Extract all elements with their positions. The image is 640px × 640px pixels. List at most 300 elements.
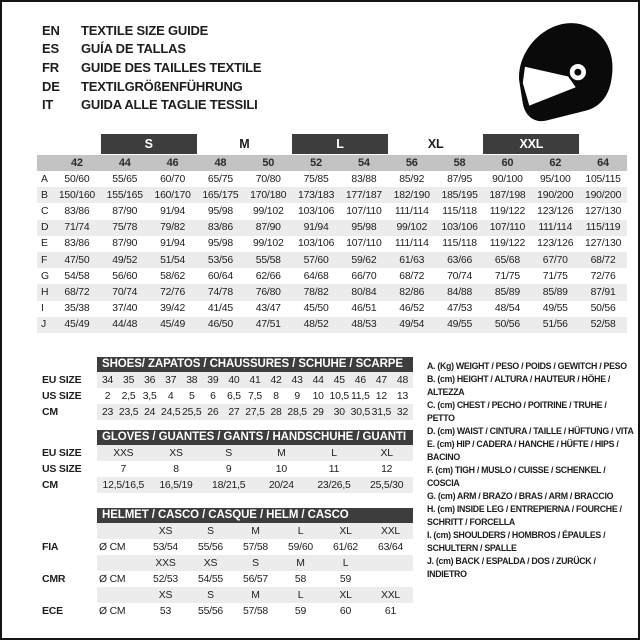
language-row (42, 95, 261, 114)
small-table-row (42, 445, 413, 461)
size-value-cell: 91/94 (160, 205, 186, 217)
row-letter: D (41, 222, 49, 234)
legend-item: H. (cm) INSIDE LEG / ENTREPIERNA / FOURCHE / SCHRITT / FORCELLA (427, 504, 622, 527)
value-cell: 30,5 (350, 406, 371, 418)
value-cell: 41 (249, 374, 261, 386)
size-value-cell: 55/58 (255, 254, 281, 266)
helmet-value-cell: 60 (339, 605, 352, 617)
size-value-cell: 47/53 (447, 303, 473, 315)
value-cell: 4 (167, 390, 174, 402)
size-row-g (37, 268, 627, 284)
helmet-table-rows (42, 523, 413, 619)
size-group-s: S (101, 134, 197, 154)
size-value-cell: 99/102 (252, 238, 284, 250)
language-row (42, 58, 261, 77)
helmet-size-row (42, 523, 413, 539)
value-cell: 24 (144, 406, 156, 418)
gloves-table-rows (42, 445, 413, 493)
value-cell: 25,5 (182, 406, 202, 418)
row-label-spacer (42, 587, 97, 603)
size-value-cell: 46/51 (351, 303, 377, 315)
size-value-cell: 95/100 (539, 173, 571, 185)
helmet-value-cell: 54/55 (197, 573, 223, 585)
size-value-cell: 99/102 (252, 205, 284, 217)
language-label: GUIDE DES TAILLES TEXTILE (81, 59, 262, 75)
value-cell: 20/24 (268, 479, 294, 491)
language-code: EN (42, 22, 60, 38)
size-value-cell: 49/52 (112, 254, 138, 266)
helmet-size-cell: S (207, 525, 214, 537)
value-cell: 11 (328, 463, 340, 475)
size-value-cell: 107/110 (346, 238, 382, 250)
helmet-table-header: HELMET / CASCO / CASQUE / HELM / CASCO (97, 508, 413, 523)
size-value-cell: 76/80 (255, 286, 281, 298)
value-cell: 26 (207, 406, 219, 418)
size-value-cell: 119/122 (489, 205, 526, 217)
size-row-c (37, 203, 627, 219)
standard-label: CMR (42, 573, 66, 585)
helmet-size-cell: XXL (380, 589, 401, 601)
size-value-cell: 65/68 (494, 254, 520, 266)
size-value-cell: 80/84 (351, 286, 377, 298)
size-value-cell: 190/200 (537, 189, 574, 201)
row-label: US SIZE (42, 463, 82, 475)
value-cell: 31,5 (371, 406, 392, 418)
size-value-cell: 53/56 (207, 254, 233, 266)
small-table-row (42, 388, 413, 404)
value-cell: 24,5 (161, 406, 181, 418)
value-cell: 23,5 (118, 406, 139, 418)
size-value-cell: 62/66 (255, 270, 281, 282)
size-value-cell: 95/98 (207, 238, 233, 250)
value-cell: 48 (396, 374, 409, 386)
size-header-row (37, 155, 627, 171)
size-group-m: M (239, 137, 250, 151)
value-cell: 34 (101, 374, 114, 386)
size-value-cell: 91/94 (160, 238, 186, 250)
legend-item: I. (cm) SHOULDERS / HOMBROS / ÉPAULES / SCHULTERN / SPALLE (427, 530, 606, 553)
row-letter: F (41, 254, 48, 266)
size-header-cell: 42 (70, 157, 83, 169)
helmet-values (97, 539, 413, 555)
value-cell: 6 (210, 390, 216, 402)
size-value-cell: 177/187 (345, 189, 382, 201)
size-value-cell: 72/76 (160, 286, 186, 298)
row-letter: B (41, 189, 48, 201)
value-cell: 37 (165, 374, 177, 386)
value-cell: 3,5 (142, 390, 157, 402)
size-value-cell: 43/47 (255, 303, 281, 315)
row-letter: E (41, 238, 48, 250)
size-value-cell: 44/48 (112, 319, 138, 331)
value-cell: 39 (207, 374, 219, 386)
value-cell: 9 (225, 463, 232, 475)
value-cell: 27 (228, 406, 240, 418)
size-value-cell: 75/85 (303, 173, 329, 185)
value-cell: 40 (228, 374, 240, 386)
size-value-cell: 95/98 (207, 205, 233, 217)
row-values (97, 477, 413, 493)
size-value-cell: 35/38 (64, 303, 90, 315)
size-header-cell: 48 (214, 157, 227, 169)
value-cell: 7,5 (248, 390, 262, 402)
size-value-cell: 105/115 (585, 173, 621, 185)
value-cell: 10,5 (329, 390, 349, 402)
size-header-cell: 64 (597, 157, 609, 169)
helmet-size-cell: L (297, 525, 304, 537)
value-cell: XL (380, 447, 393, 459)
standard-label: FIA (42, 541, 59, 553)
size-value-cell: 111/114 (394, 238, 429, 250)
legend-item: A. (Kg) WEIGHT / PESO / POIDS / GEWITCH / PESO (427, 361, 627, 371)
language-row (42, 40, 261, 59)
value-cell: S (225, 447, 233, 459)
size-value-cell: 45/50 (303, 303, 329, 315)
size-row-b (37, 187, 627, 203)
size-value-cell: 47/50 (64, 254, 90, 266)
value-cell: 43 (291, 374, 303, 386)
size-row-e (37, 236, 627, 252)
size-value-cell: 39/42 (160, 303, 186, 315)
legend-item: D. (cm) WAIST / CINTURA / TAILLE / HÜFTUNG / VITA (427, 426, 634, 436)
size-value-cell: 52/58 (590, 319, 616, 331)
size-value-cell: 123/126 (537, 205, 574, 217)
size-value-cell: 50/60 (64, 173, 90, 185)
size-value-cell: 85/89 (542, 286, 568, 298)
size-value-cell: 127/130 (584, 205, 622, 217)
size-value-cell: 83/88 (351, 173, 377, 185)
size-value-cell: 37/40 (112, 303, 138, 315)
helmet-value-cell: 52/53 (152, 573, 178, 585)
row-values (97, 404, 413, 420)
size-value-cell: 51/56 (542, 319, 568, 331)
value-cell: 32 (396, 406, 409, 418)
small-table-row (42, 461, 413, 477)
size-value-cell: 185/195 (441, 189, 478, 201)
size-value-cell: 82/86 (399, 286, 425, 298)
helmet-value-cell: 61 (384, 605, 397, 617)
size-value-cell: 60/70 (160, 173, 186, 185)
helmet-size-labels (97, 555, 413, 571)
size-value-cell: 61/63 (399, 254, 425, 266)
size-value-cell: 50/56 (590, 303, 616, 315)
helmet-size-cell: XXS (155, 557, 176, 569)
value-cell: 42 (270, 374, 282, 386)
legend-item: C. (cm) CHEST / PECHO / POITRINE / TRUHE / PETTO (427, 400, 607, 423)
size-value-cell: 59/62 (351, 254, 377, 266)
size-value-cell: 83/86 (64, 238, 90, 250)
helmet-size-cell: M (251, 525, 260, 537)
helmet-data-row (42, 539, 413, 555)
textile-size-table (37, 134, 627, 333)
size-value-cell: 115/118 (442, 238, 477, 250)
size-header-cell: 54 (357, 157, 370, 169)
helmet-value-cell: 57/58 (242, 605, 268, 617)
size-value-cell: 67/70 (542, 254, 568, 266)
size-value-cell: 66/70 (351, 270, 377, 282)
size-value-cell: 71/74 (64, 222, 90, 234)
size-value-cell: 57/60 (303, 254, 329, 266)
size-value-cell: 45/49 (64, 319, 90, 331)
gloves-size-table (42, 430, 413, 493)
size-value-cell: 68/72 (590, 254, 616, 266)
language-code: IT (42, 97, 54, 113)
size-value-cell: 60/64 (207, 270, 233, 282)
helmet-value-cell: 63/64 (377, 541, 403, 553)
size-value-cell: 87/90 (112, 238, 138, 250)
value-cell: 30 (333, 406, 345, 418)
size-value-cell: 79/82 (160, 222, 186, 234)
value-cell: 44 (312, 374, 324, 386)
helmet-size-cell: S (252, 557, 259, 569)
size-value-cell: 165/175 (202, 189, 239, 201)
size-value-cell: 84/88 (447, 286, 473, 298)
size-header-cell: 52 (310, 157, 322, 169)
value-cell: 5 (189, 390, 195, 402)
legend-item: B. (cm) HEIGHT / ALTURA / HAUTEUR / HÖHE / ALTEZZA (427, 374, 611, 397)
size-value-cell: 91/94 (303, 222, 329, 234)
row-values (97, 388, 413, 404)
helmet-size-labels (97, 523, 413, 539)
helmet-size-cell: S (207, 589, 214, 601)
value-cell: 9 (294, 390, 300, 402)
size-value-cell: 71/75 (494, 270, 520, 282)
size-value-cell: 48/53 (351, 319, 377, 331)
size-value-cell: 65/75 (207, 173, 233, 185)
legend-item: G. (cm) ARM / BRAZO / BRAS / ARM / BRACCIO (427, 491, 614, 501)
size-value-cell: 58/62 (160, 270, 186, 282)
size-value-cell: 45/49 (160, 319, 186, 331)
value-cell: M (277, 447, 286, 459)
size-value-cell: 87/95 (447, 173, 473, 185)
small-table-row (42, 372, 413, 388)
row-label: CM (42, 406, 58, 418)
size-value-cell: 173/183 (297, 189, 335, 201)
small-table-row (42, 477, 413, 493)
row-label: US SIZE (42, 390, 82, 402)
legend-item: E. (cm) HIP / CADERA / HANCHE / HÜFTE / HIPS / BACINO (427, 439, 619, 462)
size-value-cell: 99/102 (396, 222, 428, 234)
size-value-cell: 70/80 (255, 173, 281, 185)
helmet-value-cell: 59 (339, 573, 352, 585)
value-cell: 23/26,5 (317, 479, 351, 491)
size-value-cell: 70/74 (112, 286, 138, 298)
size-header-cell: 50 (262, 157, 275, 169)
size-value-cell: 83/86 (64, 205, 90, 217)
helmet-value-cell: 53 (159, 605, 172, 617)
size-value-cell: 85/92 (399, 173, 425, 185)
helmet-size-cell: M (296, 557, 305, 569)
size-value-cell: 49/55 (542, 303, 568, 315)
size-value-cell: 47/51 (255, 319, 281, 331)
shoes-table-rows (42, 372, 413, 420)
size-header-cell: 62 (549, 157, 562, 169)
helmet-value-cell: 53/54 (152, 541, 178, 553)
size-value-cell: 103/106 (297, 205, 335, 217)
size-header-cell: 46 (166, 157, 179, 169)
size-value-cell: 46/52 (399, 303, 425, 315)
size-value-cell: 78/82 (303, 286, 329, 298)
small-table-row (42, 404, 413, 420)
size-value-cell: 115/118 (442, 205, 477, 217)
size-value-cell: 170/180 (250, 189, 287, 201)
size-value-cell: 72/76 (590, 270, 616, 282)
value-cell: 6,5 (226, 390, 241, 402)
helmet-value-cell: 61/62 (332, 541, 358, 553)
helmet-data-row (42, 603, 413, 619)
size-value-cell: 75/78 (112, 222, 138, 234)
value-cell: XS (169, 447, 183, 459)
size-value-cell: 83/86 (207, 222, 233, 234)
size-value-cell: 48/52 (303, 319, 329, 331)
helmet-value-cell: 57/58 (242, 541, 268, 553)
size-value-cell: 63/66 (447, 254, 473, 266)
value-cell: 12 (381, 463, 393, 475)
size-value-cell: 46/50 (207, 319, 233, 331)
size-row-i (37, 301, 627, 317)
racing-helmet-icon (505, 16, 627, 124)
size-value-cell: 123/126 (537, 238, 574, 250)
row-letter: G (41, 270, 49, 282)
row-letter: H (41, 286, 49, 298)
size-value-cell: 68/72 (64, 286, 90, 298)
row-values (97, 461, 413, 477)
helmet-value-cell: 58 (294, 573, 307, 585)
value-cell: 10 (275, 463, 287, 475)
helmet-size-cell: XS (158, 525, 173, 537)
value-cell: 45 (333, 374, 345, 386)
size-value-cell: 155/165 (106, 189, 143, 201)
size-value-cell: 49/54 (399, 319, 425, 331)
legend-item: J. (cm) BACK / ESPALDA / DOS / ZURÜCK / INDIETRO (427, 556, 596, 579)
row-label-spacer (42, 555, 97, 571)
value-cell: 11,5 (351, 390, 370, 402)
value-cell: 13 (396, 390, 409, 402)
row-label: CM (42, 479, 58, 491)
size-value-cell: 87/90 (255, 222, 281, 234)
language-row (42, 21, 261, 40)
row-values (97, 372, 413, 388)
size-value-cell: 50/56 (494, 319, 520, 331)
size-value-cell: 187/198 (489, 189, 526, 201)
helmet-size-cell: M (251, 589, 260, 601)
language-label: GUÍA DE TALLAS (81, 41, 186, 57)
helmet-size-cell: XXL (380, 525, 401, 537)
size-value-cell: 182/190 (393, 189, 430, 201)
value-cell: 46 (354, 374, 366, 386)
helmet-size-cell: L (342, 557, 349, 569)
language-code: DE (42, 78, 60, 94)
size-row-d (37, 220, 627, 236)
value-cell: 38 (186, 374, 198, 386)
size-value-cell: 51/54 (160, 254, 186, 266)
helmet-size-cell: XS (203, 557, 218, 569)
value-cell: 28,5 (287, 406, 307, 418)
row-label: EU SIZE (42, 374, 82, 386)
size-value-cell: 85/89 (494, 286, 520, 298)
size-group-l: L (292, 134, 388, 154)
size-value-cell: 111/114 (394, 205, 429, 217)
helmet-size-row (42, 555, 413, 571)
size-value-cell: 48/54 (494, 303, 520, 315)
size-row-f (37, 252, 627, 268)
size-value-cell: 90/100 (492, 173, 523, 185)
helmet-value-cell: 55/56 (197, 605, 223, 617)
size-value-cell: 54/58 (64, 270, 90, 282)
value-cell: 12 (375, 390, 387, 402)
value-cell: 2,5 (121, 390, 136, 402)
diameter-unit-label: Ø CM (99, 541, 126, 553)
shoes-table-header: SHOES/ ZAPATOS / CHAUSSURES / SCHUHE / SCARPE (97, 357, 413, 372)
gloves-table-header: GLOVES / GUANTES / GANTS / HANDSCHUHE / GUANTI (97, 430, 413, 445)
size-group-row (37, 134, 627, 154)
value-cell: 10 (312, 390, 324, 402)
value-cell: 35 (123, 374, 135, 386)
size-value-cell: 103/106 (441, 222, 478, 234)
value-cell: 12,5/16,5 (102, 479, 145, 491)
size-value-cell: 64/68 (303, 270, 329, 282)
standard-label: ECE (42, 605, 63, 617)
size-value-cell: 55/65 (112, 173, 138, 185)
value-cell: 8 (173, 463, 179, 475)
size-group-xxl: XXL (483, 134, 579, 154)
size-value-cell: 74/78 (207, 286, 233, 298)
helmet-values (97, 603, 413, 619)
size-value-cell: 119/122 (489, 238, 526, 250)
value-cell: 18/21,5 (212, 479, 246, 491)
language-label: TEXTILGRÖßENFÜHRUNG (81, 78, 243, 94)
size-value-cell: 107/110 (346, 205, 382, 217)
size-value-cell: 95/98 (351, 222, 377, 234)
helmet-value-cell: 59/60 (287, 541, 313, 553)
shoes-size-table (42, 357, 413, 420)
helmet-size-cell: XL (339, 525, 352, 537)
language-label: GUIDA ALLE TAGLIE TESSILI (81, 97, 258, 113)
measurement-legend (427, 360, 635, 581)
language-row (42, 77, 261, 96)
value-cell: 47 (375, 374, 387, 386)
helmet-data-row (42, 571, 413, 587)
helmet-values (97, 571, 413, 587)
value-cell: 16,5/19 (159, 479, 193, 491)
size-value-cell: 87/91 (590, 286, 616, 298)
helmet-size-labels (97, 587, 413, 603)
value-cell: 28 (270, 406, 282, 418)
row-letter: A (41, 173, 48, 185)
helmet-value-cell: 55/56 (197, 541, 223, 553)
row-label-spacer (42, 523, 97, 539)
value-cell: 25,5/30 (370, 479, 404, 491)
helmet-value-cell: 56/57 (242, 573, 268, 585)
size-value-cell: 127/130 (584, 238, 622, 250)
value-cell: L (331, 447, 337, 459)
value-cell: 8 (273, 390, 279, 402)
row-letter: I (41, 303, 44, 315)
size-value-cell: 41/45 (207, 303, 233, 315)
size-value-cell: 49/55 (447, 319, 473, 331)
size-value-cell: 160/170 (154, 189, 191, 201)
size-value-cell: 103/106 (297, 238, 335, 250)
size-header-cell: 56 (405, 157, 418, 169)
value-cell: 7 (120, 463, 127, 475)
helmet-size-cell: L (297, 589, 304, 601)
helmet-size-cell: XL (339, 589, 352, 601)
helmet-value-cell: 59 (294, 605, 307, 617)
value-cell: XXS (113, 447, 134, 459)
size-row-j (37, 317, 627, 333)
value-cell: 29 (312, 406, 324, 418)
size-value-cell: 68/72 (399, 270, 425, 282)
